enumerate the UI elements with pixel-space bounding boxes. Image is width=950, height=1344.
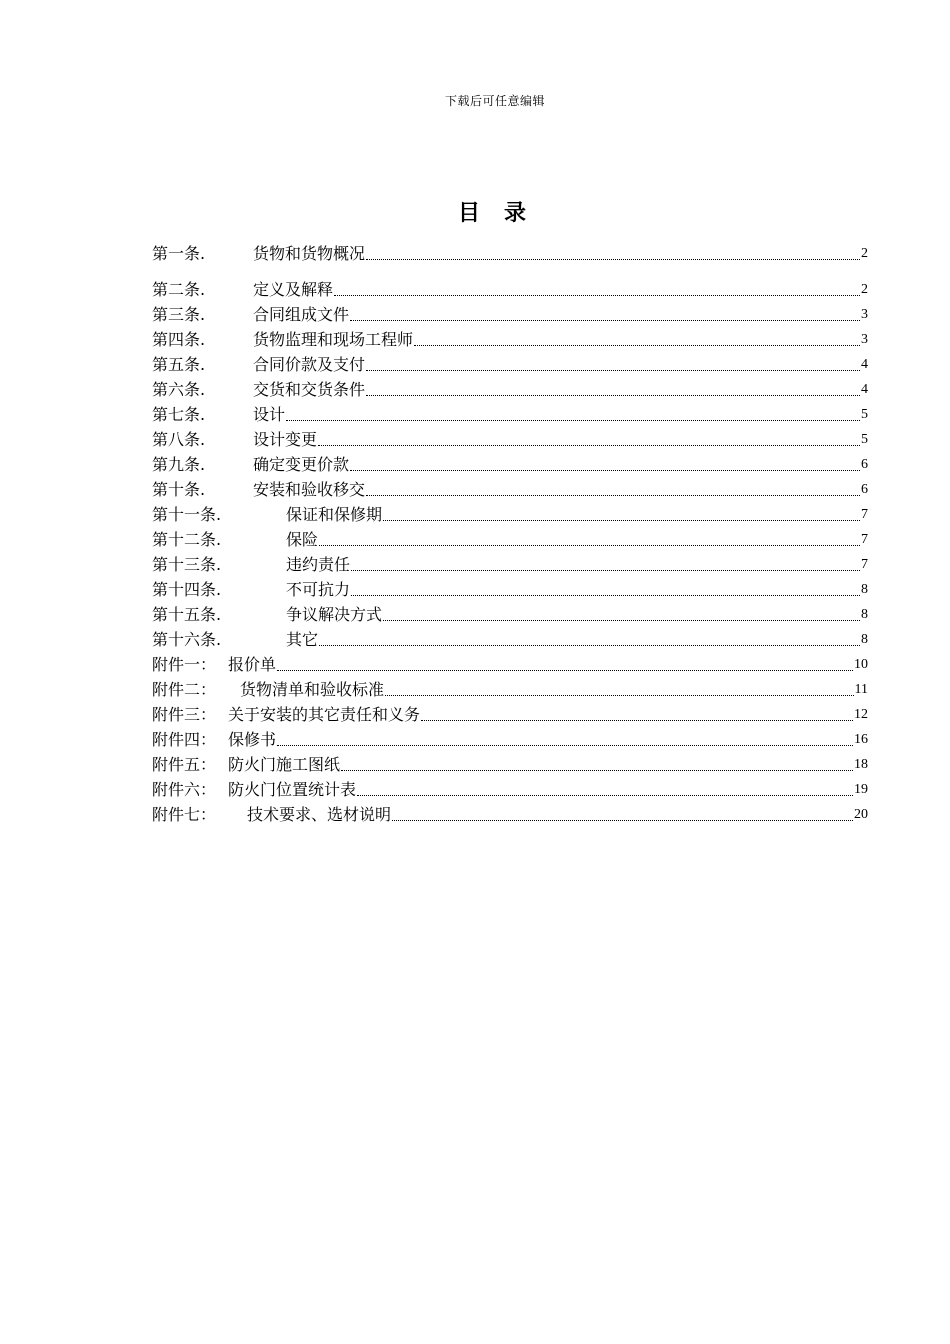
toc-entry-number: 第九条. xyxy=(152,455,206,474)
toc-entry-number: 附件七： xyxy=(152,805,217,824)
dot-leader xyxy=(385,694,854,696)
toc-entry-label: 货物监理和现场工程师 xyxy=(253,330,414,349)
toc-entry-page: 20 xyxy=(854,807,868,822)
toc-entry-number: 第六条. xyxy=(152,380,206,399)
toc-entry-label: 设计变更 xyxy=(253,430,318,449)
dot-leader xyxy=(366,494,860,496)
toc-entry-page: 16 xyxy=(854,732,868,747)
toc-entry-label: 安装和验收移交 xyxy=(253,480,366,499)
toc-entry[interactable] xyxy=(152,351,868,375)
toc-entry-label: 技术要求、选材说明 xyxy=(247,805,392,824)
toc-entry[interactable] xyxy=(152,701,868,725)
toc-entry-page: 7 xyxy=(861,557,868,572)
dot-leader xyxy=(350,469,860,471)
toc-entry[interactable] xyxy=(152,526,868,550)
toc-entry-page: 6 xyxy=(861,457,868,472)
toc-entry-label: 关于安装的其它责任和义务 xyxy=(228,705,421,724)
toc-entry-number: 第一条. xyxy=(152,244,206,263)
toc-entry-label: 保险 xyxy=(286,530,319,549)
toc-entry[interactable] xyxy=(152,776,868,800)
dot-leader xyxy=(366,258,860,260)
toc-entry-number: 第五条. xyxy=(152,355,206,374)
toc-entry-page: 3 xyxy=(861,307,868,322)
toc-entry-label: 报价单 xyxy=(228,655,277,674)
toc-entry-number: 附件四： xyxy=(152,730,217,749)
toc-entry-label: 保证和保修期 xyxy=(286,505,383,524)
dot-leader xyxy=(318,444,860,446)
toc-entry-number: 第二条. xyxy=(152,280,206,299)
toc-entry-page: 2 xyxy=(861,246,868,261)
toc-entry-label: 防火门施工图纸 xyxy=(228,755,341,774)
dot-leader xyxy=(357,794,853,796)
toc-entry[interactable] xyxy=(152,326,868,350)
toc-entry-page: 18 xyxy=(854,757,868,772)
toc-entry-number: 第四条. xyxy=(152,330,206,349)
toc-entry[interactable] xyxy=(152,551,868,575)
toc-entry-number: 附件六： xyxy=(152,780,217,799)
toc-entry-label: 确定变更价款 xyxy=(253,455,350,474)
dot-leader xyxy=(383,619,860,621)
toc-entry-page: 8 xyxy=(861,632,868,647)
toc-entry-label: 合同价款及支付 xyxy=(253,355,366,374)
toc-entry-page: 4 xyxy=(861,382,868,397)
toc-entry-label: 保修书 xyxy=(228,730,277,749)
toc-entry-page: 2 xyxy=(861,282,868,297)
dot-leader xyxy=(319,644,860,646)
dot-leader xyxy=(334,294,860,296)
toc-entry-number: 第十六条. xyxy=(152,630,222,649)
toc-entry[interactable] xyxy=(152,626,868,650)
dot-leader xyxy=(414,344,860,346)
toc-entry[interactable] xyxy=(152,651,868,675)
toc-entry[interactable] xyxy=(152,401,868,425)
toc-entry-number: 第十一条. xyxy=(152,505,222,524)
toc-entry-number: 附件五： xyxy=(152,755,217,774)
toc-entry-page: 4 xyxy=(861,357,868,372)
toc-entry-label: 其它 xyxy=(286,630,319,649)
dot-leader xyxy=(351,569,860,571)
toc-entry[interactable] xyxy=(152,676,868,700)
toc-entry-number: 第十四条. xyxy=(152,580,222,599)
page-title: 目录 xyxy=(457,200,550,226)
toc-entry[interactable] xyxy=(152,301,868,325)
toc-entry[interactable] xyxy=(152,576,868,600)
toc-entry-page: 8 xyxy=(861,582,868,597)
toc-entry-number: 第十五条. xyxy=(152,605,222,624)
toc-entry-label: 合同组成文件 xyxy=(253,305,350,324)
toc-entry-page: 7 xyxy=(861,532,868,547)
toc-entry-number: 附件二： xyxy=(152,680,217,699)
toc-entry[interactable] xyxy=(152,751,868,775)
toc-entry-number: 第十三条. xyxy=(152,555,222,574)
toc-entry-page: 5 xyxy=(861,407,868,422)
toc-entry[interactable] xyxy=(152,240,868,264)
toc-entry-number: 第三条. xyxy=(152,305,206,324)
toc-entry-label: 设计 xyxy=(253,405,286,424)
toc-entry[interactable] xyxy=(152,601,868,625)
header-note: 下载后可任意编辑 xyxy=(444,94,545,108)
dot-leader xyxy=(366,394,860,396)
toc-entry[interactable] xyxy=(152,276,868,300)
toc-entry-label: 争议解决方式 xyxy=(286,605,383,624)
toc-entry[interactable] xyxy=(152,376,868,400)
toc-entry[interactable] xyxy=(152,726,868,750)
dot-leader xyxy=(383,519,860,521)
dot-leader xyxy=(319,544,860,546)
dot-leader xyxy=(286,419,860,421)
toc-entry-page: 3 xyxy=(861,332,868,347)
toc-entry-page: 19 xyxy=(854,782,868,797)
dot-leader xyxy=(277,669,853,671)
toc-entry-label: 货物和货物概况 xyxy=(253,244,366,263)
toc-entry-number: 第十条. xyxy=(152,480,206,499)
toc-entry-number: 第十二条. xyxy=(152,530,222,549)
toc-entry-page: 7 xyxy=(861,507,868,522)
dot-leader xyxy=(421,719,853,721)
dot-leader xyxy=(341,769,853,771)
toc-entry-number: 附件三： xyxy=(152,705,217,724)
toc-entry-label: 交货和交货条件 xyxy=(253,380,366,399)
toc-entry[interactable] xyxy=(152,426,868,450)
toc-entry-page: 8 xyxy=(861,607,868,622)
toc-entry-page: 6 xyxy=(861,482,868,497)
toc-entry[interactable] xyxy=(152,501,868,525)
toc-entry-label: 不可抗力 xyxy=(286,580,351,599)
dot-leader xyxy=(351,594,860,596)
toc-entry-page: 12 xyxy=(854,707,868,722)
toc-entry-page: 11 xyxy=(854,682,868,697)
toc-entry[interactable] xyxy=(152,801,868,825)
toc-entry[interactable] xyxy=(152,476,868,500)
toc-entry-number: 第七条. xyxy=(152,405,206,424)
toc-entry[interactable] xyxy=(152,451,868,475)
dot-leader xyxy=(350,319,860,321)
toc-entry-label: 违约责任 xyxy=(286,555,351,574)
toc-entry-page: 5 xyxy=(861,432,868,447)
toc-entry-page: 10 xyxy=(854,657,868,672)
toc-entry-number: 第八条. xyxy=(152,430,206,449)
toc-entry-label: 货物清单和验收标准 xyxy=(240,680,385,699)
toc-entry-number: 附件一： xyxy=(152,655,217,674)
toc-entry-label: 防火门位置统计表 xyxy=(228,780,357,799)
dot-leader xyxy=(277,744,853,746)
dot-leader xyxy=(392,819,853,821)
dot-leader xyxy=(366,369,860,371)
toc-entry-label: 定义及解释 xyxy=(253,280,334,299)
